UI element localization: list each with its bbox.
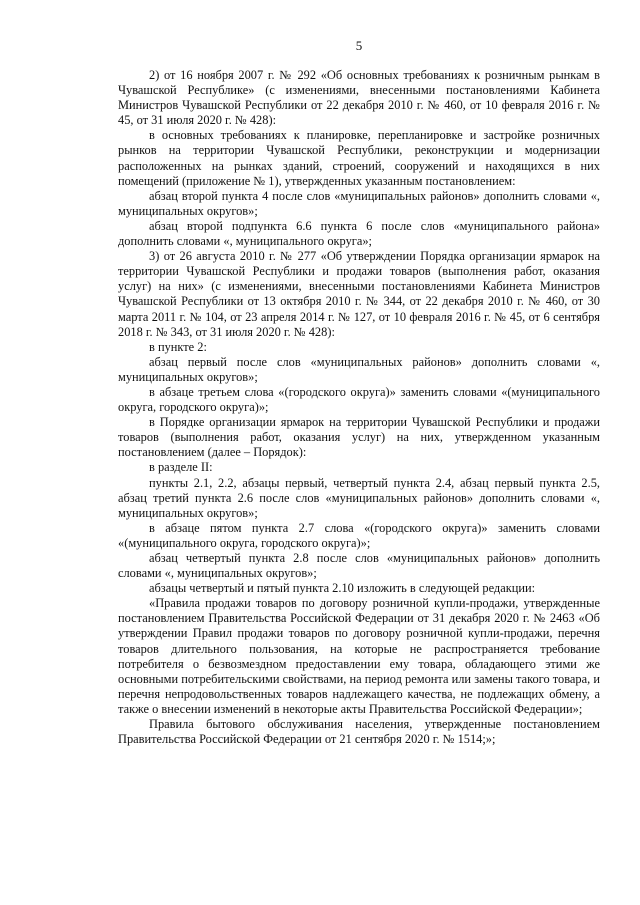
paragraph: абзацы четвертый и пятый пункта 2.10 изложить в следующей редакции: bbox=[149, 581, 536, 596]
paragraph: 3) от 26 августа 2010 г. № 277 «Об утверждении Порядка организации ярмарок на территории Чувашской Республики и продажи товаров (выполнения работ, оказания услуг) на них» (с изменениями, внесенными постановлениями Кабинета Министров Чувашской Республики от 13 октября 2010 г. № 344, от 22 декабря 2010 г. № 460, от 30 марта 2011 г. № 104, от 23 апреля 2014 г. № 127, от 10 февраля 2016 г. № 45, от 6 сентября 2018 г. № 343, от 31 июля 2020 г. № 428): bbox=[118, 249, 600, 339]
paragraph: абзац четвертый пункта 2.8 после слов «муниципальных районов» дополнить словами «, муниципальных округов»; bbox=[118, 551, 600, 581]
paragraph: в абзаце пятом пункта 2.7 слова «(городского округа)» заменить словами «(муниципального округа, городского округа)»; bbox=[118, 520, 600, 550]
paragraph: «Правила продажи товаров по договору розничной купли-продажи, утвержденные постановлением Правительства Российской Федерации от 31 декабря 2020 г. № 2463 «Об утверждении Правил продажи товаров по договору розничной купли-продажи, перечня товаров длительного пользования, на которые не распространяется требование потребителя о безвозмездном предоставлении ему товара, обладающего этими же основными потребительскими свойствами, на период ремонта или замены такого товара, и перечня непродовольственных товаров надлежащего качества, не подлежащих обмену, а также о внесении изменений в некоторые акты Правительства Российской Федерации»; bbox=[118, 596, 600, 716]
paragraph: абзац первый после слов «муниципальных районов» дополнить словами «, муниципальных округов»; bbox=[118, 354, 600, 384]
document-body bbox=[118, 68, 600, 747]
page-number: 5 bbox=[355, 38, 363, 53]
paragraph: пункты 2.1, 2.2, абзацы первый, четвертый пункта 2.4, абзац первый пункта 2.5, абзац третий пункта 2.6 после слов «муниципальных районов» дополнить словами «, муниципальных округов»; bbox=[118, 475, 600, 520]
paragraph: в пункте 2: bbox=[149, 339, 207, 354]
paragraph: в разделе II: bbox=[149, 460, 213, 475]
paragraph: в основных требованиях к планировке, перепланировке и застройке розничных рынков на территории Чувашской Республики, реконструкции и модернизации расположенных на рынках зданий, строений, сооружений и находящихся в них помещений (приложение № 1), утвержденных указанным постановлением: bbox=[118, 128, 600, 188]
paragraph: 2) от 16 ноября 2007 г. № 292 «Об основных требованиях к розничным рынкам в Чувашской Республике» (с изменениями, внесенными постановлениями Кабинета Министров Чувашской Республики от 22 декабря 2010 г. № 460, от 10 февраля 2016 г. № 45, от 31 июля 2020 г. № 428): bbox=[118, 68, 600, 128]
paragraph: абзац второй подпункта 6.6 пункта 6 после слов «муниципального района» дополнить словами «, муниципального округа»; bbox=[118, 218, 600, 249]
paragraph: в абзаце третьем слова «(городского округа)» заменить словами «(муниципального округа, городского округа)»; bbox=[118, 384, 600, 415]
paragraph: абзац второй пункта 4 после слов «муниципальных районов» дополнить словами «, муниципальных округов»; bbox=[118, 188, 600, 218]
paragraph: в Порядке организации ярмарок на территории Чувашской Республики и продажи товаров (выполнения работ, оказания услуг) на них, утвержденном указанным постановлением (далее – Порядок): bbox=[118, 415, 600, 460]
paragraph: Правила бытового обслуживания населения, утвержденные постановлением Правительства Российской Федерации от 21 сентября 2020 г. № 1514;»; bbox=[118, 717, 600, 747]
